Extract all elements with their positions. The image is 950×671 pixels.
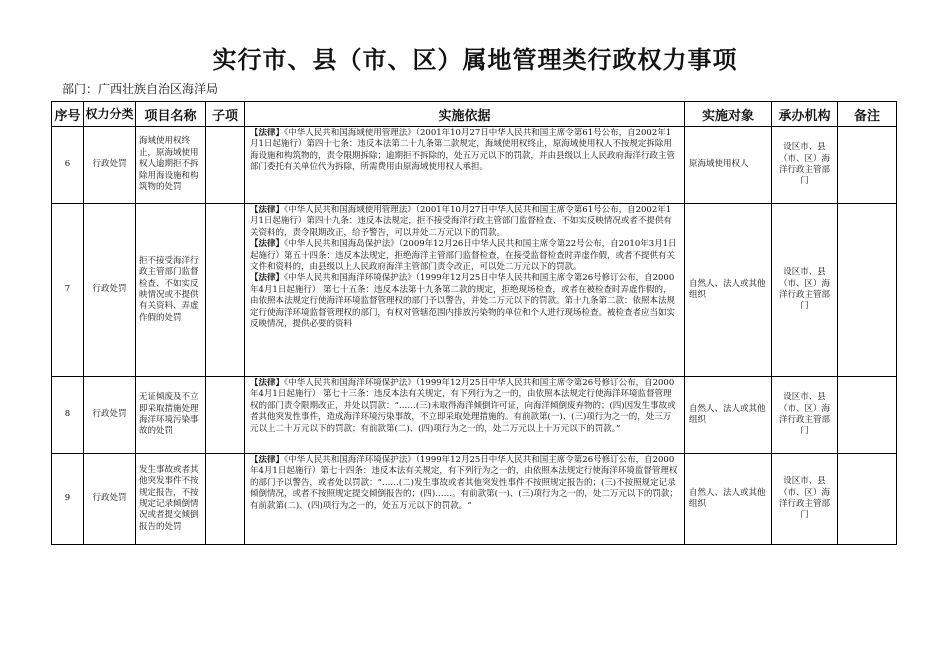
header-no: 序号 <box>52 102 84 127</box>
table-row <box>52 377 897 454</box>
table-header-row <box>52 102 897 127</box>
basis-tag: 【法律】 <box>250 455 285 465</box>
basis-paragraph <box>250 205 679 239</box>
row-basis <box>245 377 685 454</box>
row-category: 行政处罚 <box>84 454 136 545</box>
header-name: 项目名称 <box>136 102 206 127</box>
basis-tag: 【法律】 <box>250 273 285 284</box>
row-subject: 自然人、法人或其他组织 <box>685 377 772 454</box>
row-item-name: 发生事故或者其他突发事件不按规定报告，不按规定记录倾倒情况或者提交倾倒报告的处罚 <box>136 454 206 545</box>
basis-paragraph <box>250 378 679 435</box>
page-title: 实行市、县（市、区）属地管理类行政权力事项 <box>212 45 738 74</box>
row-sub-item <box>206 454 245 545</box>
header-note: 备注 <box>838 102 897 127</box>
row-sub-item <box>206 377 245 454</box>
row-category: 行政处罚 <box>84 127 136 204</box>
table-row <box>52 454 897 545</box>
basis-tag: 【法律】 <box>250 205 285 215</box>
row-subject: 自然人、法人或其他组织 <box>685 454 772 545</box>
basis-tag: 【法律】 <box>250 128 285 138</box>
basis-tag: 【法律】 <box>250 239 285 250</box>
row-basis <box>245 204 685 377</box>
table-row <box>52 127 897 204</box>
header-sub: 子项 <box>206 102 245 127</box>
row-number: 7 <box>52 204 84 377</box>
row-basis <box>245 454 685 545</box>
header-category: 权力分类 <box>84 102 136 127</box>
basis-text: 《中华人民共和国海域使用管理法》（2001年10月27日中华人民共和国主席令第61号公布，自2002年1月1日起施行）第四十九条：违反本法规定，拒不接受海洋行政主管部门监督检查、不如实反映情况或者不提供有关资料的，责令限期改正，给予警告，可以并处二万元以下的罚款。 <box>250 205 672 238</box>
basis-paragraph <box>250 273 679 330</box>
row-basis <box>245 127 685 204</box>
basis-text: 《中华人民共和国海洋环境保护法》（1999年12月25日中华人民共和国主席令第26号修订公布，自2000年4月1日起施行） 第七十五条：违反本法第十九条第二款的规定，拒绝现场检查，或者在被检查时弄虚作假的，由依照本法规定行使海洋环境监督管理权的部门予以警告，并处二万元以下的罚款。第十九条第二款：依照本法规定行使海洋环境监督管理权的部门，有权对管辖范围内排放污染物的单位和个人进行现场检查。被检查者应当如实反映情况，提供必要的资料 <box>250 273 676 330</box>
power-items-table <box>51 101 897 545</box>
basis-text: 《中华人民共和国海洋环境保护法》（1999年12月25日中华人民共和国主席令第26号修订公布，自2000年4月1日起施行） 第七十三条：违反本法有关规定，有下列行为之一的，由依照本法规定行使海洋环境监督管理权的部门责令限期改正，并处以罚款：“……(三)未取得海洋倾倒许可证，向海洋倾倒废弃物的；(四)因发生事故或者其他突发性事件，造成海洋环境污染事故，不立即采取处理措施的。有前款第(一)、(三)项行为之一的，处三万元以上二十万元以下的罚款；有前款第(二)、(四)项行为之一的，处二万元以上十万元以下的罚款。” <box>250 378 676 434</box>
row-organization: 设区市、县（市、区）海洋行政主管部门 <box>772 454 838 545</box>
basis-text: 《中华人民共和国海岛保护法》（2009年12月26日中华人民共和国主席令第22号公布，自2010年3月1日起施行）第五十四条：违反本法规定，拒绝海洋主管部门监督检查，在接受监督检查时弄虚作假，或者不提供有关文件和资料的，由县级以上人民政府海洋主管部门责令改正，可以处二万元以下的罚款。 <box>250 239 677 273</box>
basis-paragraph <box>250 128 679 174</box>
row-organization: 设区市、县（市、区）海洋行政主管部门 <box>772 127 838 204</box>
row-subject: 自然人、法人或其他组织 <box>685 204 772 377</box>
header-basis: 实施依据 <box>245 102 685 127</box>
row-sub-item <box>206 127 245 204</box>
row-organization: 设区市、县（市、区）海洋行政主管部门 <box>772 377 838 454</box>
header-subject: 实施对象 <box>685 102 772 127</box>
basis-text: 《中华人民共和国海域使用管理法》（2001年10月27日中华人民共和国主席令第61号公布，自2002年1月1日起施行）第四十七条：违反本法第二十九条第二款规定，海域使用权终止，原海域使用权人不按规定拆除用海设施和构筑物的，责令限期拆除；逾期拒不拆除的，处五万元以下的罚款，并由县级以上人民政府海洋行政主管部门委托有关单位代为拆除，所需费用由原海域使用权人承担。 <box>250 128 676 173</box>
department-label: 部门：广西壮族自治区海洋局 <box>62 82 219 96</box>
basis-paragraph <box>250 239 679 273</box>
row-item-name: 无证倾废及不立即采取措施处理海洋环境污染事故的处罚 <box>136 377 206 454</box>
row-note <box>838 454 897 545</box>
row-note <box>838 377 897 454</box>
row-subject: 原海域使用权人 <box>685 127 772 204</box>
basis-tag: 【法律】 <box>250 378 285 388</box>
row-organization: 设区市、县（市、区）海洋行政主管部门 <box>772 204 838 377</box>
row-number: 6 <box>52 127 84 204</box>
row-number: 8 <box>52 377 84 454</box>
basis-paragraph <box>250 455 679 512</box>
row-note <box>838 204 897 377</box>
table-row <box>52 204 897 377</box>
row-note <box>838 127 897 204</box>
row-number: 9 <box>52 454 84 545</box>
row-sub-item <box>206 204 245 377</box>
row-category: 行政处罚 <box>84 377 136 454</box>
row-category: 行政处罚 <box>84 204 136 377</box>
basis-text: 《中华人民共和国海洋环境保护法》（1999年12月25日中华人民共和国主席令第26号修订公布，自2000年4月1日起施行）第七十四条：违反本法有关规定，有下列行为之一的，由依照本法规定行使海洋环境监督管理权的部门予以警告，或者处以罚款：“……(二)发生事故或者其他突发性事件不按照规定报告的；(三)不按照规定记录倾倒情况，或者不按照规定提交倾倒报告的；(四)……。有前款第(一)、(三)项行为之一的，处二万元以下的罚款；有前款第(二)、(四)项行为之一的，处五万元以下的罚款。“ <box>250 455 678 511</box>
row-item-name: 拒不接受海洋行政主管部门监督检查、不如实反映情况或不提供有关资料、弄虚作假的处罚 <box>136 204 206 377</box>
row-item-name: 海域使用权终止，原海域使用权人逾期拒不拆除用海设施和构筑物的处罚 <box>136 127 206 204</box>
header-org: 承办机构 <box>772 102 838 127</box>
